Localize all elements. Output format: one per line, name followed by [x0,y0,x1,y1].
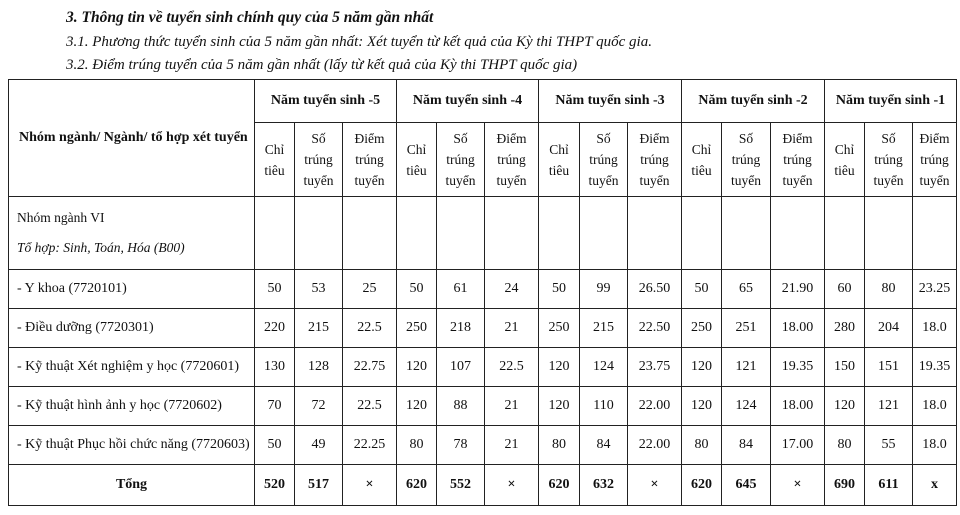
total-cell: × [485,465,539,506]
score-header: Điểm trúng tuyển [771,123,825,197]
table-cell: 26.50 [628,270,682,309]
table-cell: 120 [682,387,722,426]
table-cell: 80 [397,426,437,465]
table-cell: 50 [255,426,295,465]
year-header: Năm tuyển sinh -5 [255,80,397,123]
table-cell: 70 [255,387,295,426]
score-header: Điểm trúng tuyển [485,123,539,197]
table-cell: 120 [397,348,437,387]
table-cell: 21.90 [771,270,825,309]
table-cell: 49 [295,426,343,465]
table-cell: 120 [682,348,722,387]
total-cell: 645 [722,465,771,506]
table-cell: 130 [255,348,295,387]
table-cell: 251 [722,309,771,348]
score-header: Điểm trúng tuyển [628,123,682,197]
table-row [9,270,957,309]
admitted-header: Số trúng tuyển [580,123,628,197]
table-cell: 128 [295,348,343,387]
major-name: - Điều dưỡng (7720301) [9,309,255,348]
table-cell: 84 [722,426,771,465]
table-cell: 124 [580,348,628,387]
table-cell: 78 [437,426,485,465]
major-name: - Y khoa (7720101) [9,270,255,309]
table-cell: 23.25 [913,270,957,309]
score-header: Điểm trúng tuyển [343,123,397,197]
table-cell: 124 [722,387,771,426]
table-cell: 21 [485,387,539,426]
table-cell: 220 [255,309,295,348]
group-name: Nhóm ngành VI [17,210,105,225]
total-cell: 620 [682,465,722,506]
table-cell: 151 [865,348,913,387]
table-cell: 215 [295,309,343,348]
table-cell: 24 [485,270,539,309]
quota-header: Chỉ tiêu [397,123,437,197]
table-cell: 121 [865,387,913,426]
table-cell: 61 [437,270,485,309]
table-cell: 23.75 [628,348,682,387]
table-cell: 50 [397,270,437,309]
major-name: - Kỹ thuật hình ảnh y học (7720602) [9,387,255,426]
year-header: Năm tuyển sinh -4 [397,80,539,123]
year-header: Năm tuyển sinh -2 [682,80,825,123]
table-cell: 22.5 [485,348,539,387]
table-cell: 55 [865,426,913,465]
table-cell: 80 [539,426,580,465]
total-cell: 517 [295,465,343,506]
table-cell: 50 [682,270,722,309]
table-cell: 80 [865,270,913,309]
table-cell: 250 [682,309,722,348]
table-cell: 50 [255,270,295,309]
group-row [9,197,957,270]
table-row [9,387,957,426]
table-cell: 18.0 [913,426,957,465]
total-cell: 690 [825,465,865,506]
total-cell: × [343,465,397,506]
table-cell: 88 [437,387,485,426]
total-cell: 620 [397,465,437,506]
table-cell: 22.50 [628,309,682,348]
table-cell: 50 [539,270,580,309]
table-cell: 18.0 [913,309,957,348]
quota-header: Chỉ tiêu [539,123,580,197]
corner-header: Nhóm ngành/ Ngành/ tổ hợp xét tuyển [9,80,255,197]
table-cell: 21 [485,309,539,348]
total-row [9,465,957,506]
table-cell: 22.75 [343,348,397,387]
total-cell: × [771,465,825,506]
table-cell: 80 [682,426,722,465]
year-header: Năm tuyển sinh -1 [825,80,957,123]
table-cell: 25 [343,270,397,309]
admitted-header: Số trúng tuyển [437,123,485,197]
total-cell: × [628,465,682,506]
quota-header: Chỉ tiêu [255,123,295,197]
table-cell: 107 [437,348,485,387]
table-cell: 99 [580,270,628,309]
table-cell: 22.5 [343,387,397,426]
section-title: 3. Thông tin về tuyển sinh chính quy của 5 năm gần nhất [66,9,434,26]
table-cell: 60 [825,270,865,309]
table-cell: 120 [539,348,580,387]
quota-header: Chỉ tiêu [682,123,722,197]
table-cell: 53 [295,270,343,309]
table-cell: 18.0 [913,387,957,426]
subsection-scores: 3.2. Điểm trúng tuyển của 5 năm gần nhất (lấy từ kết quả của Kỳ thi THPT quốc gia) [66,57,578,73]
group-combination: Tổ hợp: Sinh, Toán, Hóa (B00) [17,240,185,255]
table-cell: 19.35 [913,348,957,387]
table-cell: 250 [539,309,580,348]
table-cell: 19.35 [771,348,825,387]
major-name: - Kỹ thuật Xét nghiệm y học (7720601) [9,348,255,387]
table-cell: 65 [722,270,771,309]
table-cell: 120 [825,387,865,426]
table-row [9,348,957,387]
table-cell: 121 [722,348,771,387]
table-cell: 218 [437,309,485,348]
admitted-header: Số trúng tuyển [722,123,771,197]
table-row [9,426,957,465]
total-cell: 620 [539,465,580,506]
data-rows [9,270,957,465]
major-name: - Kỹ thuật Phục hồi chức năng (7720603) [9,426,255,465]
admitted-header: Số trúng tuyển [865,123,913,197]
table-row [9,309,957,348]
table-cell: 18.00 [771,387,825,426]
score-header: Điểm trúng tuyển [913,123,957,197]
table-cell: 110 [580,387,628,426]
table-cell: 204 [865,309,913,348]
table-cell: 120 [539,387,580,426]
table-cell: 17.00 [771,426,825,465]
table-cell: 120 [397,387,437,426]
total-cell: 552 [437,465,485,506]
table-cell: 215 [580,309,628,348]
table-cell: 21 [485,426,539,465]
year-header: Năm tuyển sinh -3 [539,80,682,123]
table-cell: 84 [580,426,628,465]
total-cell: 611 [865,465,913,506]
group-cell [9,197,255,270]
table-cell: 22.5 [343,309,397,348]
total-cell: x [913,465,957,506]
total-cell: 520 [255,465,295,506]
total-label: Tổng [9,465,255,506]
table-cell: 22.00 [628,426,682,465]
table-cell: 250 [397,309,437,348]
table-cell: 150 [825,348,865,387]
subsection-method: 3.1. Phương thức tuyển sinh của 5 năm gần nhất: Xét tuyển từ kết quả của Kỳ thi THPT quốc gia. [66,34,652,50]
total-cell: 632 [580,465,628,506]
table-cell: 18.00 [771,309,825,348]
table-cell: 80 [825,426,865,465]
table-cell: 72 [295,387,343,426]
table-cell: 22.00 [628,387,682,426]
quota-header: Chỉ tiêu [825,123,865,197]
admission-table [8,79,957,506]
year-header-row [9,80,957,123]
admitted-header: Số trúng tuyển [295,123,343,197]
table-cell: 22.25 [343,426,397,465]
table-cell: 280 [825,309,865,348]
